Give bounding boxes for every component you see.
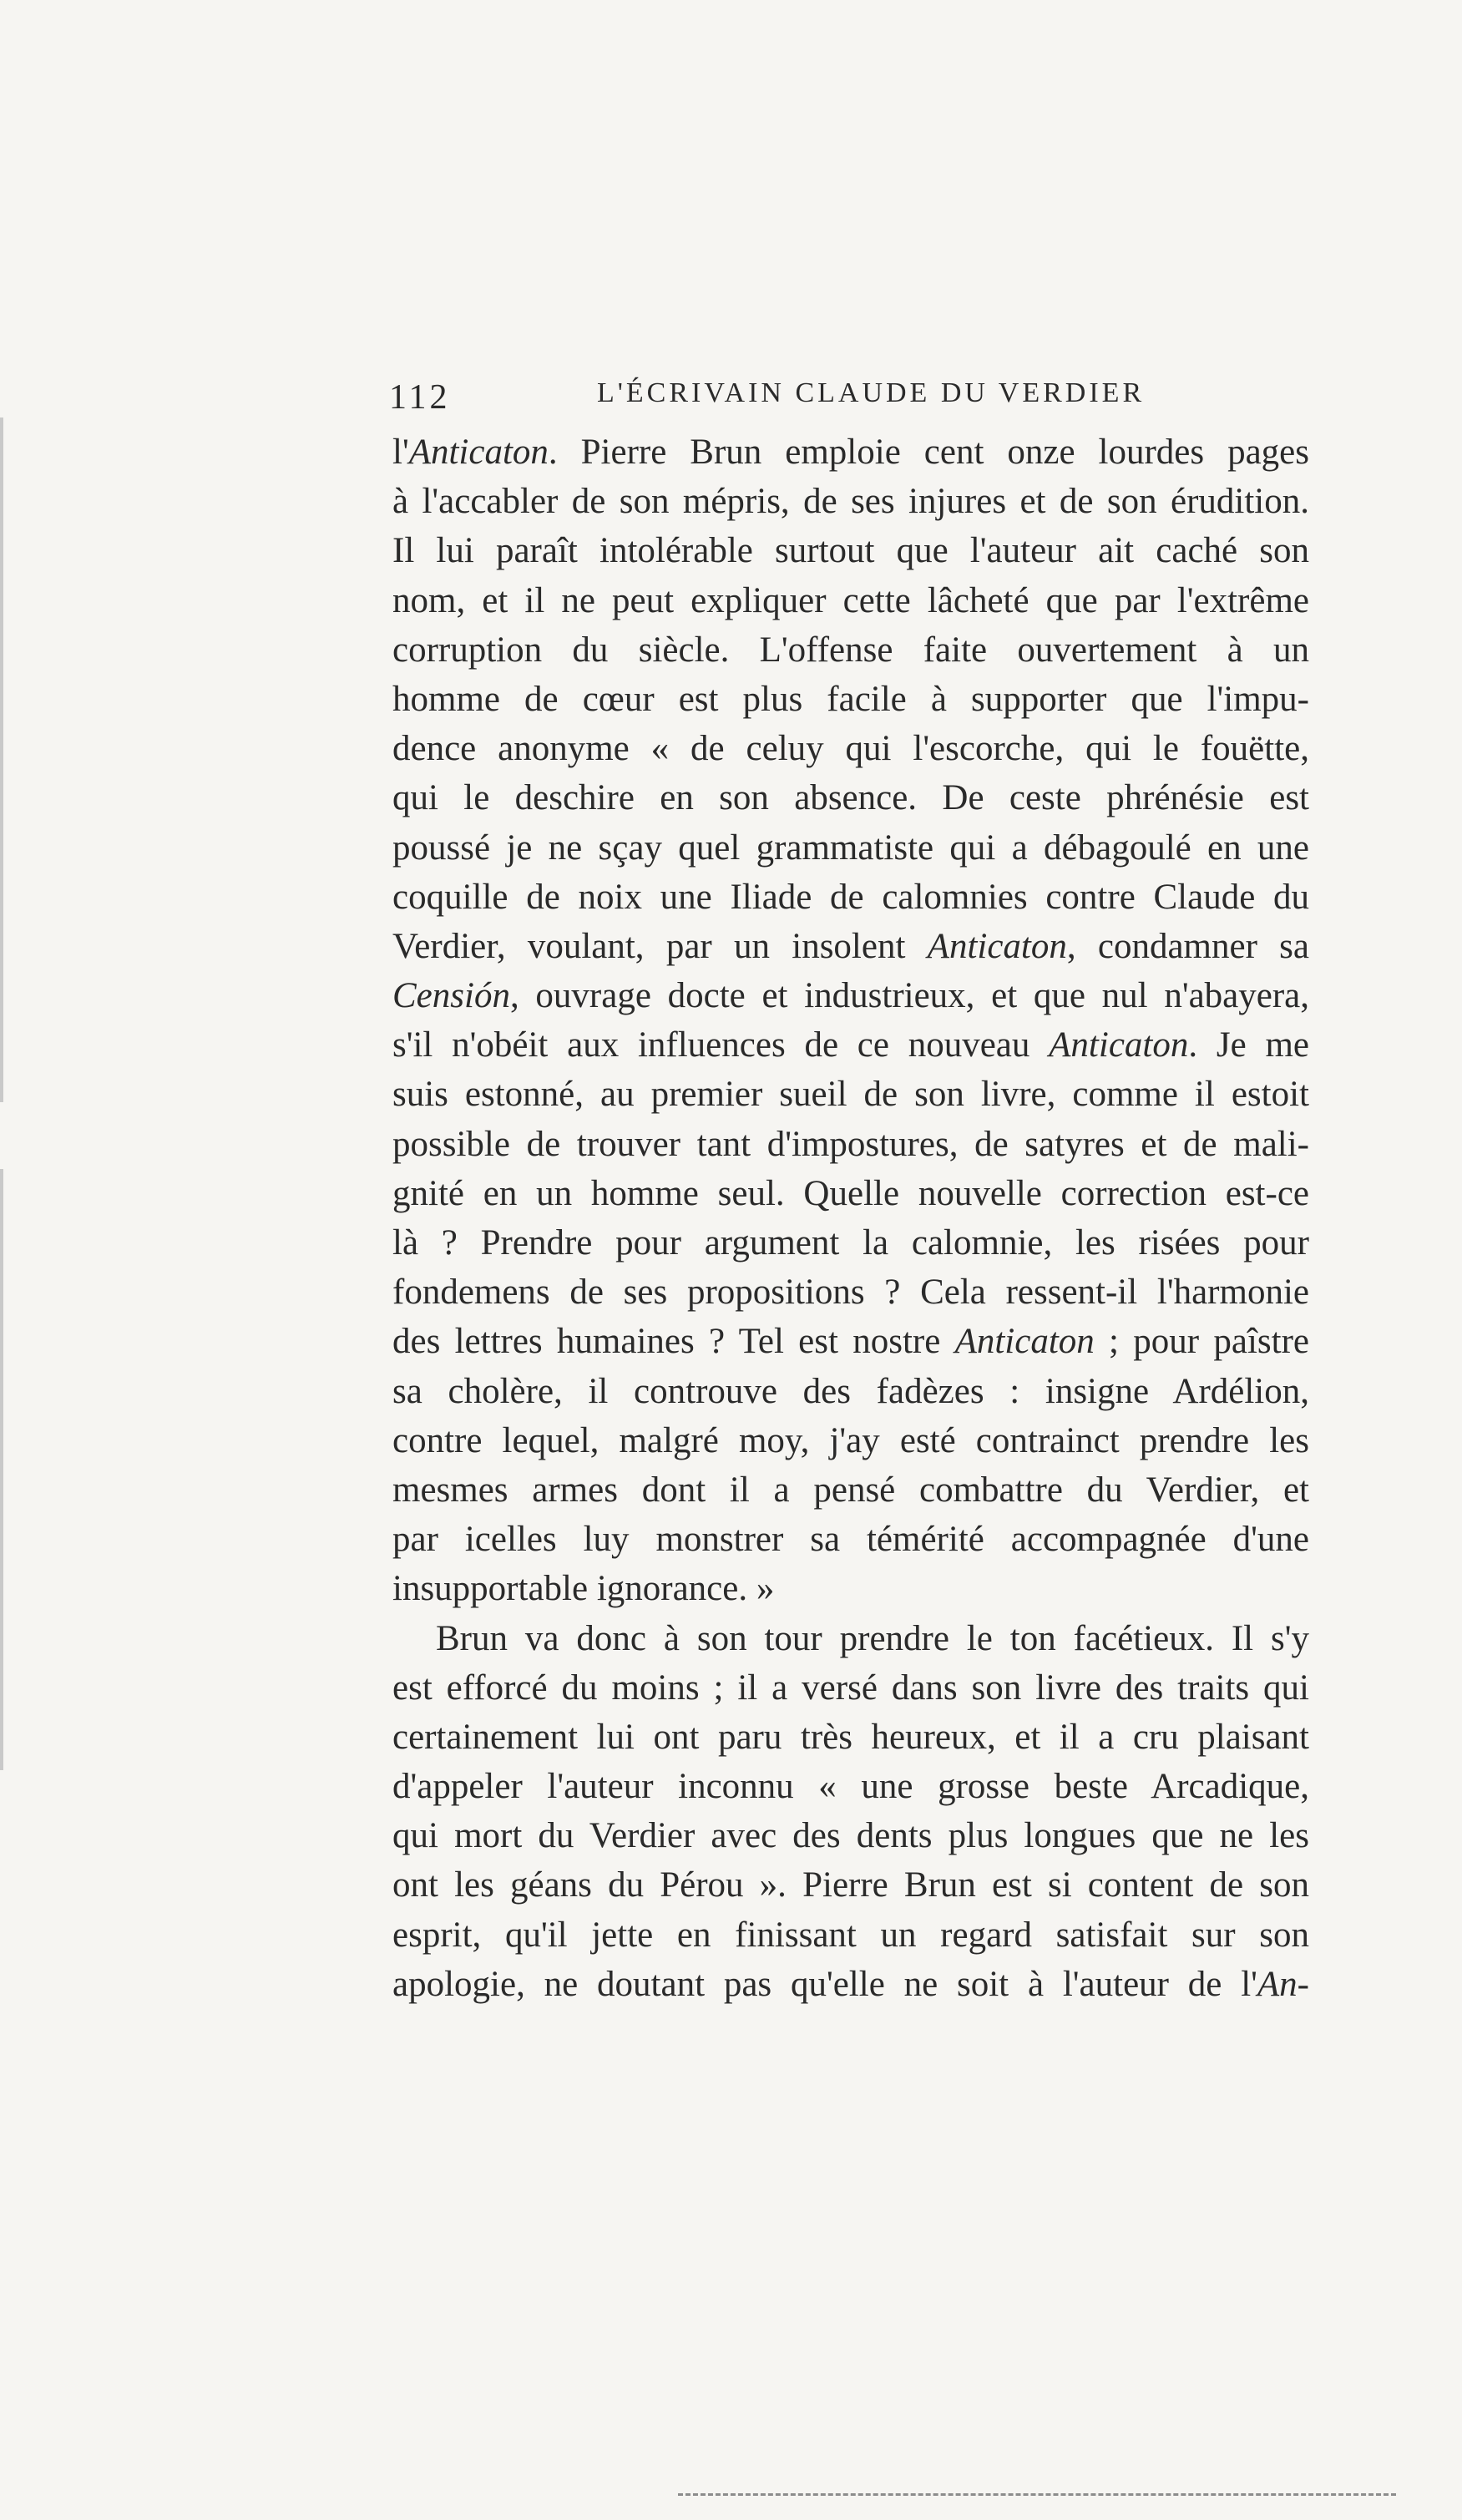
scan-edge-shadow bbox=[0, 1169, 3, 1770]
page-number: 112 bbox=[389, 378, 451, 417]
scan-bottom-rule bbox=[678, 2493, 1396, 2496]
text-line: l'Anticaton. Pierre Brun emploie cent onze lourdes pages bbox=[392, 433, 1309, 472]
text-line: à l'accabler de son mépris, de ses injures et de son érudition. bbox=[392, 482, 1309, 522]
scan-edge-shadow bbox=[0, 417, 3, 1102]
text-line: esprit, qu'il jette en finissant un regard satisfait sur son bbox=[392, 1915, 1309, 1955]
text-line: gnité en un homme seul. Quelle nouvelle correction est-ce bbox=[392, 1173, 1309, 1213]
text-line: Censión, ouvrage docte et industrieux, et que nul n'abayera, bbox=[392, 976, 1309, 1016]
text-line: possible de trouver tant d'impostures, de satyres et de mali- bbox=[392, 1124, 1309, 1164]
text-line: insupportable ignorance. » bbox=[392, 1569, 775, 1609]
text-line: Verdier, voulant, par un insolent Anticaton, condamner sa bbox=[392, 926, 1309, 966]
text-line: contre lequel, malgré moy, j'ay esté contrainct prendre les bbox=[392, 1420, 1309, 1460]
text-line: des lettres humaines ? Tel est nostre Anticaton ; pour paîstre bbox=[392, 1322, 1309, 1362]
text-line: suis estonné, au premier sueil de son livre, comme il estoit bbox=[392, 1075, 1309, 1115]
text-line: s'il n'obéit aux influences de ce nouveau Anticaton. Je me bbox=[392, 1025, 1309, 1065]
text-line: fondemens de ses propositions ? Cela ressent-il l'harmonie bbox=[392, 1273, 1309, 1313]
text-line: homme de cœur est plus facile à supporter que l'impu- bbox=[392, 679, 1309, 719]
text-line: est efforcé du moins ; il a versé dans son livre des traits qui bbox=[392, 1667, 1309, 1708]
text-line: corruption du siècle. L'offense faite ouvertement à un bbox=[392, 630, 1309, 670]
text-line: sa cholère, il controuve des fadèzes : insigne Ardélion, bbox=[392, 1371, 1309, 1411]
text-line: poussé je ne sçay quel grammatiste qui a débagoulé en une bbox=[392, 827, 1309, 868]
text-line: mesmes armes dont il a pensé combattre du Verdier, et bbox=[392, 1470, 1309, 1510]
text-line: Brun va donc à son tour prendre le ton facétieux. Il s'y bbox=[436, 1618, 1309, 1658]
text-line: certainement lui ont paru très heureux, et il a cru plaisant bbox=[392, 1717, 1309, 1757]
text-line: là ? Prendre pour argument la calomnie, les risées pour bbox=[392, 1223, 1309, 1263]
text-line: d'appeler l'auteur inconnu « une grosse beste Arcadique, bbox=[392, 1767, 1309, 1807]
text-line: par icelles luy monstrer sa témérité accompagnée d'une bbox=[392, 1520, 1309, 1560]
text-line: apologie, ne doutant pas qu'elle ne soit à l'auteur de l'An- bbox=[392, 1964, 1309, 2004]
text-line: qui le deschire en son absence. De ceste phrénésie est bbox=[392, 778, 1309, 818]
text-line: coquille de noix une Iliade de calomnies contre Claude du bbox=[392, 877, 1309, 917]
text-line: ont les géans du Pérou ». Pierre Brun est si content de son bbox=[392, 1865, 1309, 1905]
text-line: dence anonyme « de celuy qui l'escorche, qui le fouëtte, bbox=[392, 729, 1309, 769]
text-line: qui mort du Verdier avec des dents plus longues que ne les bbox=[392, 1816, 1309, 1856]
text-line: nom, et il ne peut expliquer cette lâcheté que par l'extrême bbox=[392, 580, 1309, 620]
running-title: L'ÉCRIVAIN CLAUDE DU VERDIER bbox=[597, 377, 1146, 408]
body-text bbox=[392, 428, 1309, 2009]
text-line: Il lui paraît intolérable surtout que l'auteur ait caché son bbox=[392, 531, 1309, 571]
